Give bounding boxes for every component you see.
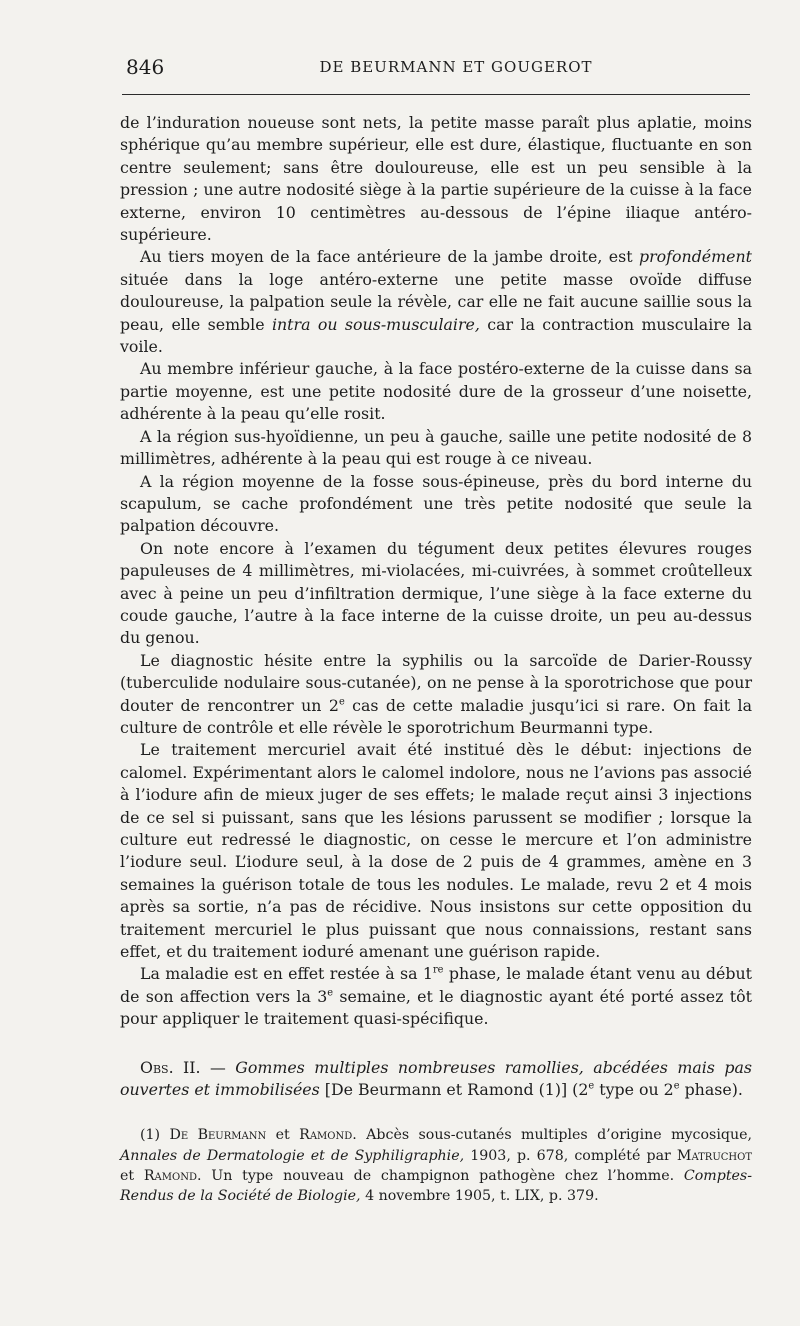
text-run: A la région moyenne de la fosse sous-épineuse, près du bord interne du scapulum, se cache profondément une très petite nodosité que seule la palpation découvre. [120, 471, 752, 536]
text-run: (1) [140, 1127, 170, 1144]
small-caps-run: Obs. II. [140, 1057, 201, 1077]
italic-run: Annales de Dermatologie et de Syphiligraphie, [120, 1147, 465, 1164]
text-run: [De Beurmann et Ramond (1)] (2 [319, 1080, 589, 1100]
footnote [120, 1125, 752, 1206]
text-run: et [120, 1168, 144, 1185]
text-run: Au membre inférieur gauche, à la face postéro-externe de la cuisse dans sa partie moyenne, est une petite nodosité dure de la grosseur d’une noisette, adhérente à la peau qu’elle rosit. [120, 359, 752, 424]
header-rule [122, 94, 750, 95]
paragraph [120, 112, 752, 246]
text-run: type ou 2 [594, 1080, 674, 1100]
superscript: e [327, 987, 334, 999]
text-run: cas de cette maladie jusqu’ici si rare. On fait la culture de contrôle et elle révèle le sporotrichum Beurmanni type. [120, 695, 752, 737]
paragraph [120, 471, 752, 538]
italic-run: Comptes-Rendus de la Société de Biologie, [120, 1168, 753, 1205]
paragraph [120, 358, 752, 425]
superscript: e [338, 696, 345, 708]
text-run: semaine, et le diagnostic ayant été porté assez tôt pour appliquer le traitement quasi-spécifique. [120, 986, 752, 1029]
text-run: 1903, p. 678, complété par [464, 1147, 677, 1164]
observation-heading [120, 1057, 752, 1102]
text-run: On note encore à l’examen du tégument deux petites élevures rouges papuleuses de 4 millimètres, mi-violacées, mi-cuivrées, à sommet croûtelleux avec à peine un peu d’infiltration dermique, l’une siège à la face externe du coude gauche, l’autre à la face interne de la cuisse droite, un peu au-dessus du genou. [120, 538, 752, 648]
page-number: 846 [126, 55, 165, 79]
small-caps-run: De Beurmann [169, 1127, 267, 1144]
text-run: 4 novembre 1905, t. LIX, p. 379. [360, 1188, 599, 1205]
italic-run: intra ou sous-musculaire, [271, 314, 480, 334]
text-run: A la région sus-hyoïdienne, un peu à gauche, saille une petite nodosité de 8 millimètres, adhérente à la peau qui est rouge à ce niveau. [120, 426, 752, 469]
text-run: phase). [679, 1080, 743, 1100]
text-run: car la contraction musculaire la voile. [120, 314, 752, 357]
text-run: Le diagnostic hésite entre la syphilis ou la sarcoïde de Darier-Roussy (tuberculide nodulaire sous-cutanée), on ne pense à la sporotrichose que pour douter de rencontrer un 2 [120, 650, 752, 715]
text-run: Un type nouveau de champignon pathogène chez l’homme. [201, 1168, 684, 1185]
small-caps-run: Ramond. [143, 1168, 202, 1185]
page-header [120, 52, 752, 82]
footnote-text [120, 1125, 752, 1206]
text-run: de l’induration noueuse sont nets, la petite masse paraît plus aplatie, moins sphérique qu’au membre supérieur, elle est dure, élastique, fluctuante en son centre seulement; sans être douloureuse, elle est un peu sensible à la pression ; une autre nodosité siège à la partie supérieure de la cuisse à la face externe, environ 10 centimètres au-dessous de l’épine iliaque antéro-supérieure. [120, 113, 752, 245]
superscript: e [673, 1080, 680, 1092]
paragraph [120, 538, 752, 650]
text-run: phase, le malade étant venu au début de son affection vers la 3 [120, 964, 752, 1006]
superscript: e [588, 1080, 595, 1092]
text-run: La maladie est en effet restée à sa 1 [140, 964, 433, 984]
text-run: Au tiers moyen de la face antérieure de la jambe droite, est [140, 247, 639, 267]
italic-run: Gommes multiples nombreuses ramollies, abcédées mais pas ouvertes et immobilisées [120, 1057, 752, 1100]
paragraph [120, 739, 752, 963]
text-run: et [266, 1127, 300, 1144]
book-page [120, 52, 752, 1207]
paragraph [120, 650, 752, 740]
paragraph [120, 963, 752, 1030]
text-run: Abcès sous-cutanés multiples d’origine mycosique, [356, 1127, 752, 1144]
text-run: située dans la loge antéro-externe une petite masse ovoïde diffuse douloureuse, la palpation seule la révèle, car elle ne fait aucune saillie sous la peau, elle semble [120, 269, 752, 334]
italic-run: profondément [638, 247, 752, 267]
text-run: Le traitement mercuriel avait été institué dès le début: injections de calomel. Expérimentant alors le calomel indolore, nous ne l’avions pas associé à l’iodure afin de mieux juger de ses effets; le malade reçut ainsi 3 injections de ce sel si puissant, sans que les lésions parussent se modifier ; lorsque la culture eut redressé le diagnostic, on cesse le mercure et l’on administre l’iodure seul. L’iodure seul, à la dose de 2 puis de 4 grammes, amène en 3 semaines la guérison totale de tous les nodules. Le malade, revu 2 et 4 mois après sa sortie, n’a pas de récidive. Nous insistons sur cette opposition du traitement mercuriel le plus puissant que nous connaissions, restant sans effet, et du traitement ioduré amenant une guérison rapide. [120, 740, 752, 962]
small-caps-run: Ramond. [299, 1127, 357, 1144]
superscript: re [432, 965, 444, 977]
small-caps-run: Matruchot [676, 1147, 752, 1164]
body-text [120, 112, 752, 1031]
running-title: DE BEURMANN ET GOUGEROT [319, 58, 593, 76]
paragraph [120, 246, 752, 358]
paragraph [120, 426, 752, 471]
text-run: — [200, 1057, 236, 1077]
